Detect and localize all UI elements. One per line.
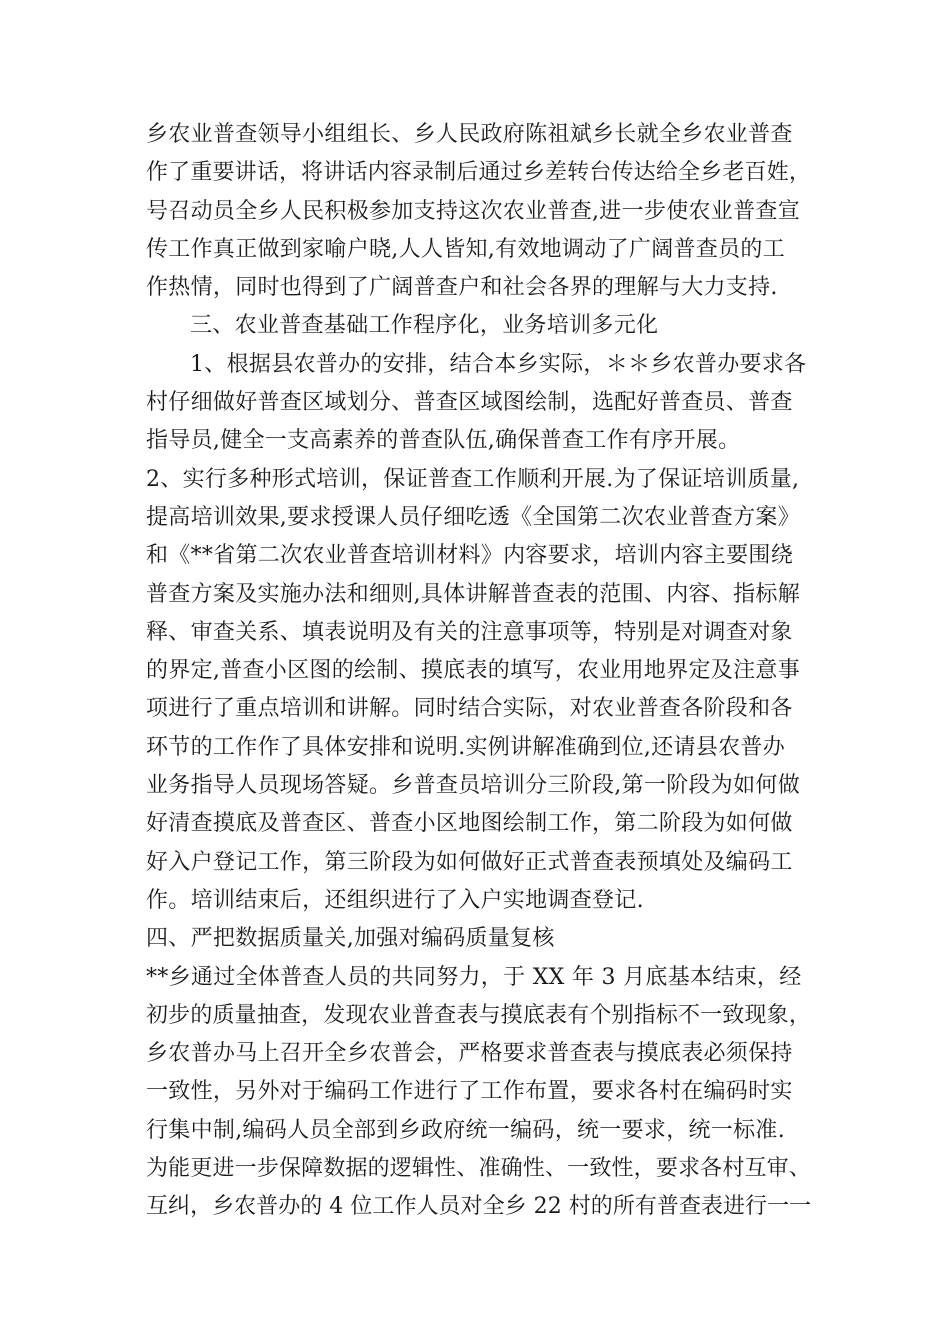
- text-line: **乡通过全体普查人员的共同努力，于 XX 年 3 月底基本结束，经: [146, 964, 802, 990]
- text-line: 作热情，同时也得到了广阔普查户和社会各界的理解与大力支持.: [146, 275, 778, 301]
- text-line: 释、审查关系、填表说明及有关的注意事项等，特别是对调查对象: [146, 619, 793, 645]
- text-line: 环节的工作作了具体安排和说明.实例讲解准确到位,还请县农普办: [146, 734, 785, 760]
- text-line: 2、实行多种形式培训，保证普查工作顺利开展.为了保证培训质量,: [146, 466, 800, 492]
- text-line: 好入户登记工作，第三阶段为如何做好正式普查表预填处及编码工: [146, 849, 793, 875]
- text-line: 项进行了重点培训和讲解。同时结合实际，对农业普查各阶段和各: [146, 696, 793, 722]
- text-line: 作了重要讲话，将讲话内容录制后通过乡差转台传达给全乡老百姓，: [146, 160, 812, 186]
- text-line: 乡农普办马上召开全乡农普会，严格要求普查表与摸底表必须保持: [146, 1041, 793, 1067]
- text-line: 传工作真正做到家喻户晓,人人皆知,有效地调动了广阔普查员的工: [146, 236, 785, 262]
- text-line: 乡农业普查领导小组组长、乡人民政府陈祖斌乡长就全乡农业普查: [146, 122, 793, 147]
- text-line: 行集中制,编码人员全部到乡政府统一编码，统一要求，统一标准.: [146, 1117, 785, 1143]
- text-line: 为能更进一步保障数据的逻辑性、准确性、一致性，要求各村互审、: [146, 1156, 812, 1182]
- text-line: 提高培训效果,要求授课人员仔细吃透《全国第二次农业普查方案》: [146, 504, 800, 530]
- text-line: 1、根据县农普办的安排，结合本乡实际，＊＊乡农普办要求各: [190, 351, 807, 377]
- text-line: 四、严把数据质量关,加强对编码质量复核: [146, 926, 555, 952]
- text-line: 号召动员全乡人民积极参加支持这次农业普查,进一步使农业普查宣: [146, 198, 800, 224]
- text-line: 作。培训结束后，还组织进行了入户实地调查登记.: [146, 887, 644, 913]
- text-line: 村仔细做好普查区域划分、普查区域图绘制，选配好普查员、普查: [146, 390, 793, 416]
- text-line: 好清查摸底及普查区、普查小区地图绘制工作，第二阶段为如何做: [146, 811, 793, 837]
- text-line: 的界定,普查小区图的绘制、摸底表的填写，农业用地界定及注意事: [146, 658, 800, 684]
- text-line: 互纠，乡农普办的 4 位工作人员对全乡 22 村的所有普查表进行一一: [146, 1194, 812, 1220]
- text-line: 普查方案及实施办法和细则,具体讲解普查表的范围、内容、指标解: [146, 581, 800, 607]
- text-line: 一致性，另外对于编码工作进行了工作布置，要求各村在编码时实: [146, 1079, 793, 1105]
- text-line: 指导员,健全一支高素养的普查队伍,确保普查工作有序开展。: [146, 428, 741, 454]
- text-line: 和《**省第二次农业普查培训材料》内容要求，培训内容主要围绕: [146, 543, 794, 569]
- text-line: 三、农业普查基础工作程序化，业务培训多元化: [190, 313, 659, 339]
- text-line: 初步的质量抽查，发现农业普查表与摸底表有个别指标不一致现象，: [146, 1002, 812, 1028]
- text-line: 业务指导人员现场答疑。乡普查员培训分三阶段,第一阶段为如何做: [146, 773, 800, 799]
- document-body: [146, 116, 811, 1227]
